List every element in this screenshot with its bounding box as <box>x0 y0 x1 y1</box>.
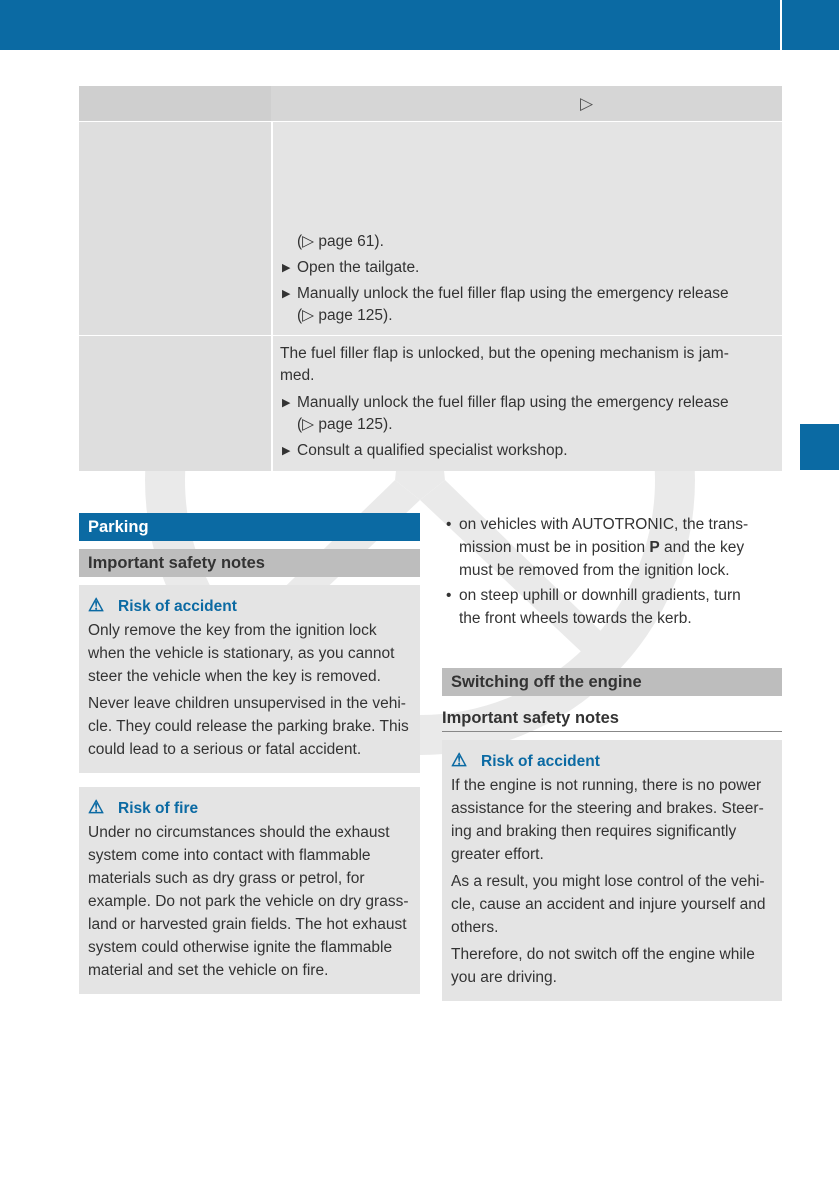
text-line: steer the vehicle when the key is removed. <box>88 668 381 685</box>
bullet-icon: • <box>446 587 452 604</box>
right-column <box>442 513 782 1001</box>
page-ref-arrow-icon: ▷ <box>580 94 594 113</box>
subsection-title: Important safety notes <box>442 705 782 732</box>
table-row <box>79 335 782 471</box>
table-header <box>79 86 782 121</box>
table-cell-problem <box>79 122 273 335</box>
header-bar <box>0 0 839 50</box>
text-line: land or harvested grain fields. The hot exhaust <box>88 916 407 933</box>
description-line: The fuel filler flap is unlocked, but the opening mechanism is jam- <box>280 345 729 362</box>
instruction-step <box>280 257 776 279</box>
troubleshooting-table <box>79 86 782 471</box>
text-line: mission must be in position <box>459 539 650 556</box>
page-reference: (▷ page 61). <box>297 233 384 250</box>
text-line: when the vehicle is stationary, as you cannot <box>88 645 395 662</box>
instruction-step <box>280 283 776 327</box>
warning-triangle-icon: ⚠ <box>451 750 468 770</box>
text-line: assistance for the steering and brakes. Steer- <box>451 800 764 817</box>
text-line: Under no circumstances should the exhaust <box>88 824 390 841</box>
page-reference: (▷ page 125). <box>297 307 393 324</box>
text-line: system could otherwise ignite the flammable <box>88 939 393 956</box>
left-column <box>79 513 420 994</box>
warning-paragraph <box>88 692 412 761</box>
text-line: you are driving. <box>451 969 557 986</box>
text-line: others. <box>451 919 499 936</box>
warning-paragraph <box>88 821 412 982</box>
step-text: Manually unlock the fuel filler flap using the emergency release <box>297 285 729 302</box>
instruction-step <box>280 392 776 436</box>
text-line: As a result, you might lose control of the vehi- <box>451 873 765 890</box>
text-line: materials such as dry grass or petrol, for <box>88 870 365 887</box>
description-line: med. <box>280 367 315 384</box>
text-line: cle, cause an accident and injure yourself and <box>451 896 766 913</box>
step-arrow-icon: ▶ <box>282 445 291 457</box>
warning-paragraph <box>451 774 774 866</box>
warning-box-fire <box>79 787 420 994</box>
warning-title-text: Risk of accident <box>118 598 237 615</box>
warning-triangle-icon: ⚠ <box>88 797 105 817</box>
text-line: must be removed from the ignition lock. <box>459 562 730 579</box>
chapter-tab <box>800 424 839 470</box>
text-line: greater effort. <box>451 846 544 863</box>
bullet-icon: • <box>446 516 452 533</box>
warning-box-accident <box>442 740 782 1001</box>
text-line: Only remove the key from the ignition lock <box>88 622 377 639</box>
warning-paragraph <box>451 943 774 989</box>
text-line: could lead to a serious or fatal accident. <box>88 741 362 758</box>
text-line: Therefore, do not switch off the engine while <box>451 946 755 963</box>
list-item <box>442 513 782 582</box>
text-line: Never leave children unsupervised in the vehi- <box>88 695 406 712</box>
text-line: on steep uphill or downhill gradients, turn <box>459 587 741 604</box>
text-line: ing and braking then requires significantly <box>451 823 737 840</box>
warning-title <box>88 593 412 617</box>
warning-paragraph <box>88 619 412 688</box>
warning-box-accident <box>79 585 420 773</box>
step-text: Manually unlock the fuel filler flap using the emergency release <box>297 394 729 411</box>
header-separator <box>780 0 782 50</box>
text-line: example. Do not park the vehicle on dry grass- <box>88 893 409 910</box>
text-line: system come into contact with flammable <box>88 847 371 864</box>
table-row <box>79 121 782 335</box>
section-title-parking: Parking <box>79 513 420 541</box>
text-line: and the key <box>659 539 745 556</box>
step-arrow-icon: ▶ <box>282 288 291 300</box>
text-line: cle. They could release the parking brake. This <box>88 718 409 735</box>
text-line: the front wheels towards the kerb. <box>459 610 692 627</box>
gear-position: P <box>649 539 660 556</box>
step-arrow-icon: ▶ <box>282 262 291 274</box>
table-cell-solution <box>280 231 776 327</box>
page-reference: (▷ page 125). <box>297 416 393 433</box>
warning-title <box>451 748 774 772</box>
table-header-cell <box>79 86 271 121</box>
section-title-switching-off: Switching off the engine <box>442 668 782 696</box>
step-arrow-icon: ▶ <box>282 397 291 409</box>
instruction-step <box>280 440 776 462</box>
list-item <box>442 584 782 630</box>
warning-paragraph <box>451 870 774 939</box>
table-cell-problem <box>79 336 273 471</box>
text-line: on vehicles with AUTOTRONIC, the trans- <box>459 516 749 533</box>
step-text: Open the tailgate. <box>297 259 420 276</box>
warning-title <box>88 795 412 819</box>
table-cell-solution <box>280 343 776 462</box>
warning-title-text: Risk of fire <box>118 800 199 817</box>
text-line: If the engine is not running, there is no power <box>451 777 762 794</box>
warning-title-text: Risk of accident <box>481 753 600 770</box>
text-line: material and set the vehicle on fire. <box>88 962 329 979</box>
subsection-title: Important safety notes <box>79 549 420 577</box>
warning-triangle-icon: ⚠ <box>88 595 105 615</box>
step-text: Consult a qualified specialist workshop. <box>297 442 568 459</box>
problem-description <box>280 343 776 387</box>
